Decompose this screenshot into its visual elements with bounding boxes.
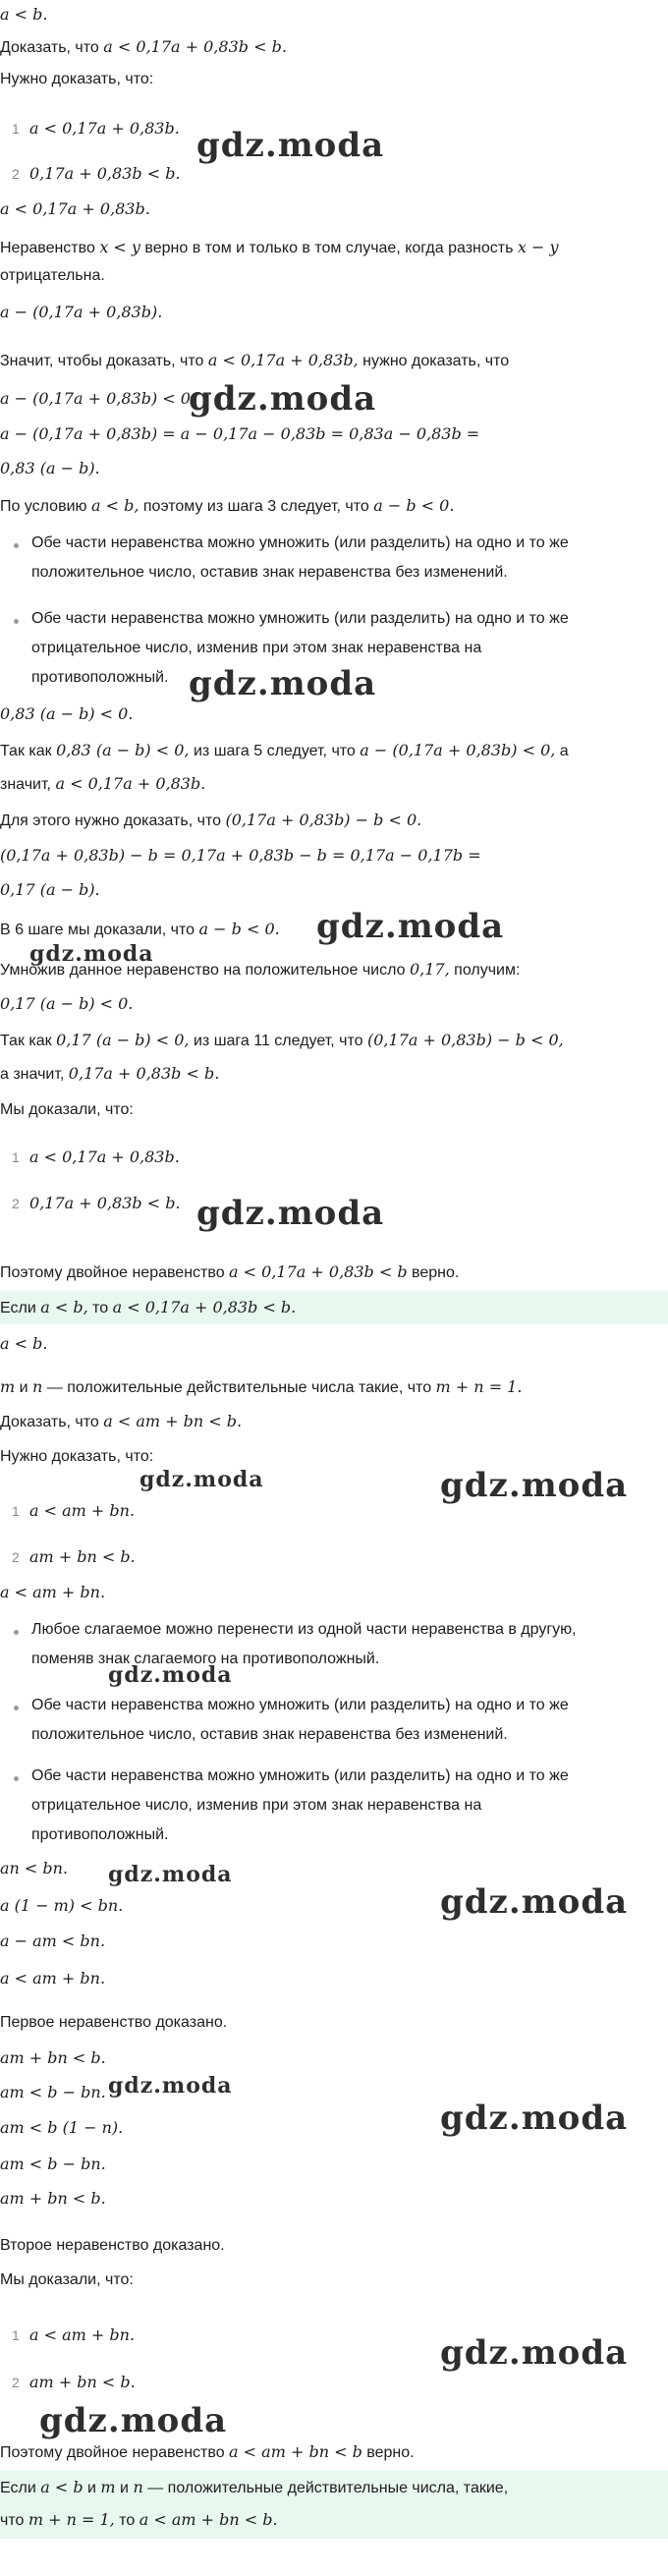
math-line: a < 0,17a + 0,83b. [0,199,150,218]
rule-text: Обе части неравенства можно умножить (или разделить) на одно и то же [31,610,569,627]
watermark-logo: gdz.moda [108,1862,233,1887]
rule-text: Обе части неравенства можно умножить (или разделить) на одно и то же [31,1697,569,1713]
math-line: a < am + bn. [0,1969,106,1988]
rule-text: положительное число, оставив знак неравенства без изменений. [31,564,508,581]
math-line: am < b − bn. [0,2155,106,2173]
math-line: am < b − bn. [0,2083,106,2101]
text-line: отрицательна. [0,267,105,284]
math-line: a (1 − m) < bn. [0,1896,124,1915]
given-statement: a < b. [0,1334,48,1353]
text-line: В 6 шаге мы доказали, что a − b < 0. [0,920,280,938]
text-line: Мы доказали, что: [0,2271,134,2288]
watermark-logo: gdz.moda [29,941,154,967]
text-line: По условию a < b, поэтому из шага 3 следует, что a − b < 0. [0,496,455,515]
rule-text: противоположный. [31,1826,169,1843]
bullet-icon [14,1630,19,1635]
answer-text: что m + n = 1, то a < am + bn < b. [0,2510,278,2529]
rule-text: Обе части неравенства можно умножить (или разделить) на одно и то же [31,1767,569,1784]
rule-text: Обе части неравенства можно умножить (или разделить) на одно и то же [31,534,569,551]
rule-text: поменяв знак слагаемого на противоположный. [31,1651,380,1667]
math-line: 0,17 (a − b) < 0. [0,994,134,1013]
math-line: a − (0,17a + 0,83b) = a − 0,17a − 0,83b = 0,83a − 0,83b = [0,424,480,443]
math-line: am < b (1 − n). [0,2118,124,2137]
text-line: Поэтому двойное неравенство a < 0,17a + 0,83b < b верно. [0,1262,460,1281]
bullet-icon [14,619,19,624]
math-line: an < bn. [0,1859,69,1877]
text-line: значит, a < 0,17a + 0,83b. [0,774,206,793]
math-line: 0,83 (a − b). [0,459,100,477]
text-line: Умножив данное неравенство на положительное число 0,17, получим: [0,960,521,979]
rule-text: отрицательное число, изменив при этом знак неравенства на [31,640,482,656]
math-line: (0,17a + 0,83b) − b = 0,17a + 0,83b − b = 0,17a − 0,17b = [0,846,481,865]
watermark-logo: gdz.moda [440,2333,629,2373]
bullet-icon [14,543,19,548]
rule-text: положительное число, оставив знак неравенства без изменений. [31,1726,508,1743]
math-line: a − (0,17a + 0,83b). [0,303,163,321]
watermark-logo: gdz.moda [440,1882,629,1922]
math-line: a − am < bn. [0,1932,106,1950]
watermark-logo: gdz.moda [139,1467,264,1492]
watermark-logo: gdz.moda [316,907,505,946]
text-line: Значит, чтобы доказать, что a < 0,17a + 0,83b, нужно доказать, что [0,351,510,369]
math-line: a < am + bn. [0,1583,106,1601]
text-line: m и n — положительные действительные числа такие, что m + n = 1. [0,1377,523,1396]
math-line: 0,83 (a − b) < 0. [0,704,134,723]
math-line: am + bn < b. [0,2189,106,2208]
bullet-icon [14,1706,19,1710]
watermark-logo: gdz.moda [108,2073,233,2099]
math-line: 0,17 (a − b). [0,880,100,899]
text-line: Так как 0,17 (a − b) < 0, из шага 11 следует, что (0,17a + 0,83b) − b < 0, [0,1031,564,1049]
given-statement: a < b. [0,5,48,24]
answer-text: Если a < b, то a < 0,17a + 0,83b < b. [0,1298,297,1316]
text-line: Мы доказали, что: [0,1101,134,1118]
text-line: Поэтому двойное неравенство a < am + bn < b верно. [0,2442,415,2461]
task-statement: Доказать, что a < am + bn < b. [0,1412,243,1430]
watermark-logo: gdz.moda [440,2099,629,2138]
text-line: а значит, 0,17a + 0,83b < b. [0,1064,220,1083]
rule-text: Любое слагаемое можно перенести из одной части неравенства в другую, [31,1621,577,1638]
watermark-logo: gdz.moda [196,126,385,165]
rule-text: отрицательное число, изменив при этом знак неравенства на [31,1797,482,1814]
text-line: Так как 0,83 (a − b) < 0, из шага 5 следует, что a − (0,17a + 0,83b) < 0, а [0,741,569,759]
answer-text: Если a < b и m и n — положительные действительные числа, такие, [0,2478,509,2496]
watermark-logo: gdz.moda [196,1194,385,1233]
math-line: am + bn < b. [0,2048,106,2067]
bullet-icon [14,1776,19,1781]
text-line: Второе неравенство доказано. [0,2237,225,2254]
need-to-prove-label: Нужно доказать, что: [0,71,154,87]
text-line: Для этого нужно доказать, что (0,17a + 0,83b) − b < 0. [0,811,422,829]
watermark-logo: gdz.moda [39,2401,228,2440]
rule-text: противоположный. [31,669,169,686]
watermark-logo: gdz.moda [189,664,377,703]
watermark-logo: gdz.moda [108,1662,233,1688]
watermark-logo: gdz.moda [440,1466,629,1505]
need-to-prove-label: Нужно доказать, что: [0,1448,154,1465]
watermark-logo: gdz.moda [189,379,377,419]
text-line: Неравенство x < y верно в том и только в том случае, когда разность x − y [0,238,559,256]
task-statement: Доказать, что a < 0,17a + 0,83b < b. [0,37,287,56]
math-line: a − (0,17a + 0,83b) < 0. [0,389,196,408]
text-line: Первое неравенство доказано. [0,2014,228,2031]
